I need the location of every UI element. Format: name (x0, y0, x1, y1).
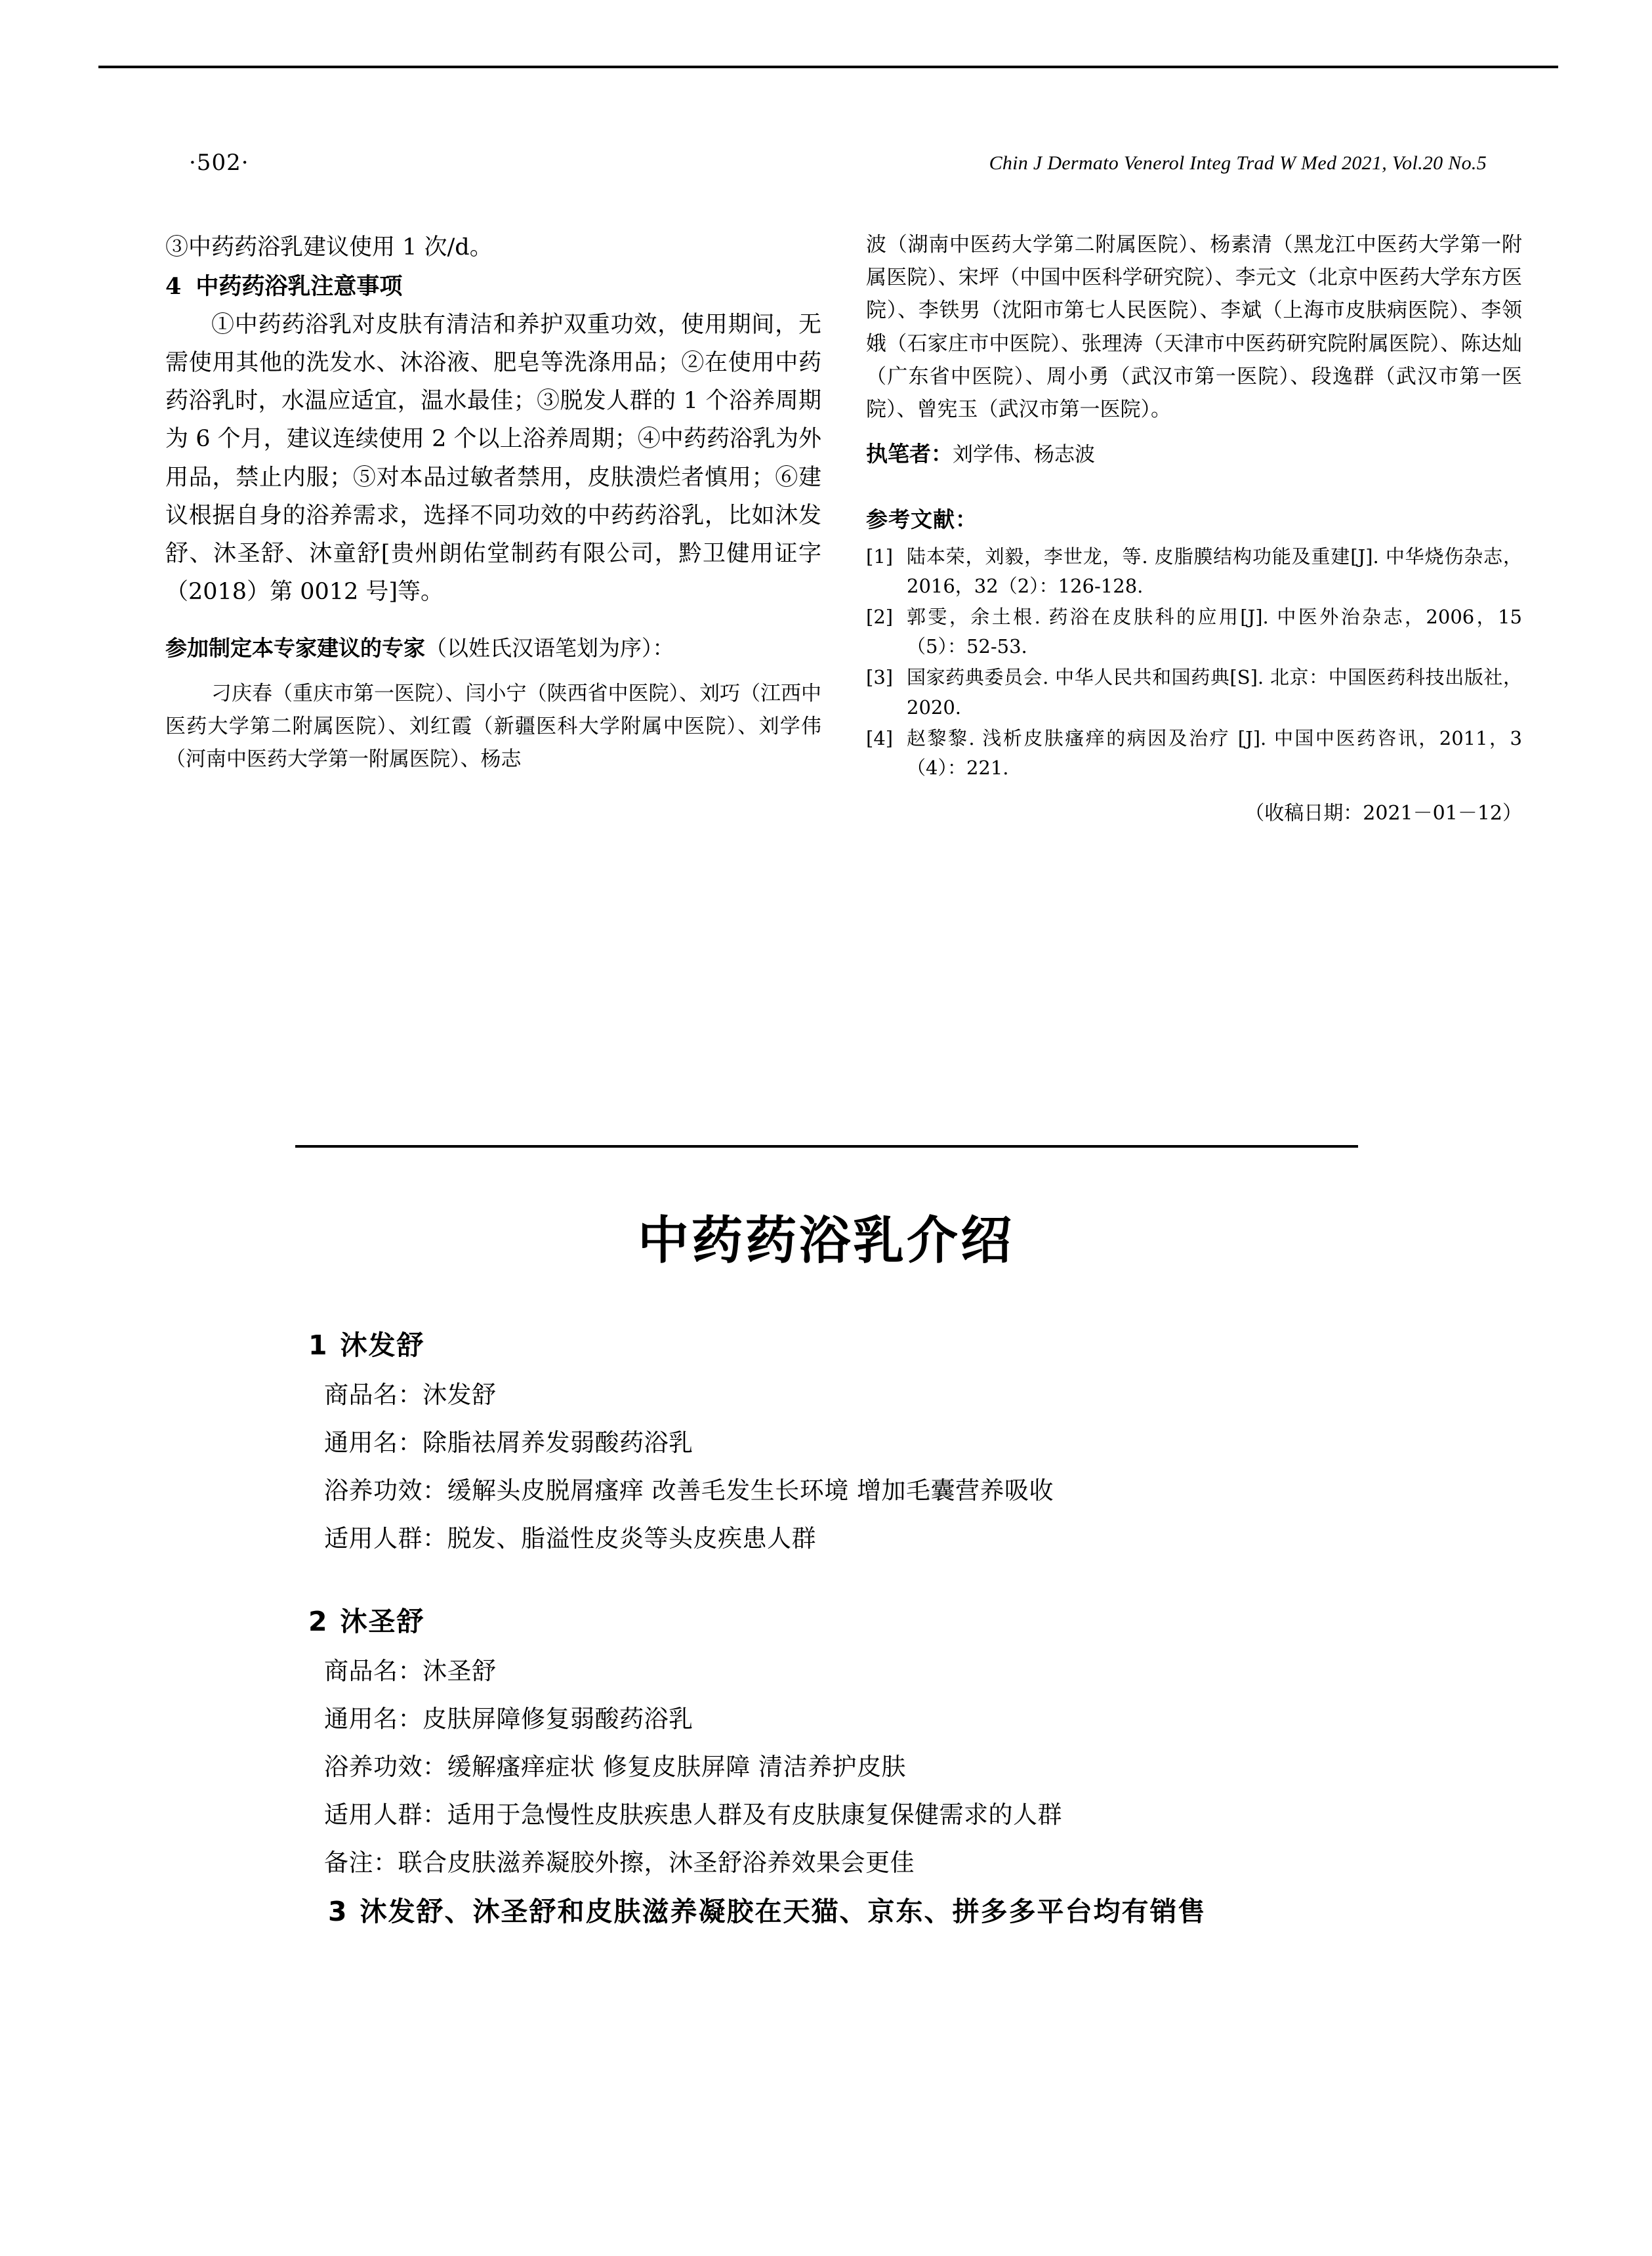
page-folio: ·502· (189, 150, 249, 176)
experts-list-continued: 波（湖南中医药大学第二附属医院）、杨素清（黑龙江中医药大学第一附属医院）、宋坪（中国中医科学研究院）、李元文（北京中医药大学东方医院）、李铁男（沈阳市第七人民医院）、李斌（上海市皮肤病医院）、李领娥（石家庄市中医院）、张理涛（天津市中医药研究院附属医院）、陈达灿（广东省中医院）、周小勇（武汉市第一医院）、段逸群（武汉市第一医院）、曾宪玉（武汉市第一医院）。 (866, 233, 1522, 422)
section-3-text: 沐发舒、沐圣舒和皮肤滋养凝胶在天猫、京东、拼多多平台均有销售 (360, 1896, 1207, 1927)
product-1-heading (308, 1329, 1424, 1361)
spacer (866, 472, 1522, 502)
right-column (866, 228, 1522, 830)
reference-number: [4] (866, 726, 894, 749)
reference-item (866, 542, 1522, 601)
received-date: （收稿日期：2021－01－12） (1245, 802, 1522, 825)
reference-text: 国家药典委员会. 中华人民共和国药典[S]. 北京：中国医药科技出版社，2020. (907, 666, 1522, 719)
section-4-title: 中药药浴乳注意事项 (196, 273, 403, 301)
experts-heading-note: （以姓氏汉语笔划为序）： (425, 635, 674, 661)
spacer (165, 667, 821, 677)
product-1-effects: 浴养功效：缓解头皮脱屑瘙痒 改善毛发生长环境 增加毛囊营养吸收 (324, 1476, 1054, 1505)
writers-line (866, 436, 1522, 471)
experts-heading-bold: 参加制定本专家建议的专家 (165, 635, 425, 661)
section-3-number: 3 (328, 1896, 348, 1927)
product-1-target-users: 适用人群：脱发、脂溢性皮炎等头皮疾患人群 (324, 1524, 816, 1553)
product-1-name: 沐发舒 (340, 1329, 425, 1361)
reference-number: [1] (866, 545, 894, 568)
product-2-heading (308, 1608, 1424, 1635)
item-3-text: ③中药药浴乳建议使用 1 次/d。 (165, 234, 493, 261)
writers-value: 刘学伟、杨志波 (953, 443, 1095, 467)
reference-text: 赵黎黎. 浅析皮肤瘙痒的病因及治疗 [J]. 中国中医药咨讯，2011，3（4）：221. (907, 726, 1522, 780)
left-column (165, 228, 821, 776)
product-1-generic-name: 通用名：除脂祛屑养发弱酸药浴乳 (324, 1429, 693, 1457)
article-body (308, 1329, 1424, 1927)
product-1-trade-name: 商品名：沐发舒 (324, 1381, 497, 1409)
experts-list-left: 刁庆春（重庆市第一医院）、闫小宁（陕西省中医院）、刘巧（江西中医药大学第二附属医院）、刘红霞（新疆医科大学附属中医院）、刘学伟（河南中医药大学第一附属医院）、杨志 (165, 681, 821, 772)
experts-heading (165, 631, 821, 667)
header-rule (98, 66, 1558, 68)
section-4-number: 4 (165, 273, 182, 301)
reference-number: [2] (866, 606, 894, 628)
spacer (308, 1574, 1424, 1608)
references-list (866, 542, 1522, 783)
product-2-generic-name: 通用名：皮肤屏障修复弱酸药浴乳 (324, 1705, 693, 1733)
sales-channels-line (328, 1898, 1424, 1925)
running-head: Chin J Dermato Venerol Integ Trad W Med 2021, Vol.20 No.5 (989, 152, 1487, 174)
reference-item (866, 724, 1522, 783)
product-2-name: 沐圣舒 (340, 1606, 425, 1637)
reference-number: [3] (866, 666, 894, 689)
references-heading: 参考文献： (866, 506, 978, 532)
product-2-remark: 备注：联合皮肤滋养凝胶外擦，沐圣舒浴养效果会更佳 (324, 1849, 915, 1877)
product-2-effects: 浴养功效：缓解瘙痒症状 修复皮肤屏障 清洁养护皮肤 (324, 1753, 907, 1781)
spacer (165, 611, 821, 631)
writers-label: 执笔者： (866, 441, 953, 467)
article-divider-rule (295, 1145, 1358, 1148)
product-2-number: 2 (308, 1606, 329, 1637)
section-4-body: ①中药药浴乳对皮肤有清洁和养护双重功效，使用期间，无需使用其他的洗发水、沐浴液、肥皂等洗涤用品；②在使用中药药浴乳时，水温应适宜，温水最佳；③脱发人群的 1 个浴养周期为 6 个月，建议连续使用 2 个以上浴养周期；④中药药浴乳为外用品，禁止内服；⑤对本品过敏者禁用，皮肤溃烂者慎用；⑥建议根据自身的浴养需求，选择不同功效的中药药浴乳，比如沐发舒、沐圣舒、沐童舒[贵州朗佑堂制药有限公司，黔卫健用证字（2018）第 0012 号]等。 (165, 312, 821, 605)
section-4-heading (165, 268, 821, 306)
product-2-trade-name: 商品名：沐圣舒 (324, 1657, 497, 1685)
reference-item (866, 602, 1522, 661)
product-1-number: 1 (308, 1329, 329, 1361)
spacer (866, 426, 1522, 436)
article-title: 中药药浴乳介绍 (637, 1211, 1014, 1270)
reference-item (866, 663, 1522, 722)
reference-text: 郭雯，余土根. 药浴在皮肤科的应用[J]. 中医外治杂志，2006，15（5）：52-53. (907, 606, 1522, 658)
product-2-target-users: 适用人群：适用于急慢性皮肤疾患人群及有皮肤康复保健需求的人群 (324, 1801, 1062, 1829)
reference-text: 陆本荣，刘毅，李世龙，等. 皮脂膜结构功能及重建[J]. 中华烧伤杂志，2016，32（2）：126-128. (907, 545, 1522, 597)
